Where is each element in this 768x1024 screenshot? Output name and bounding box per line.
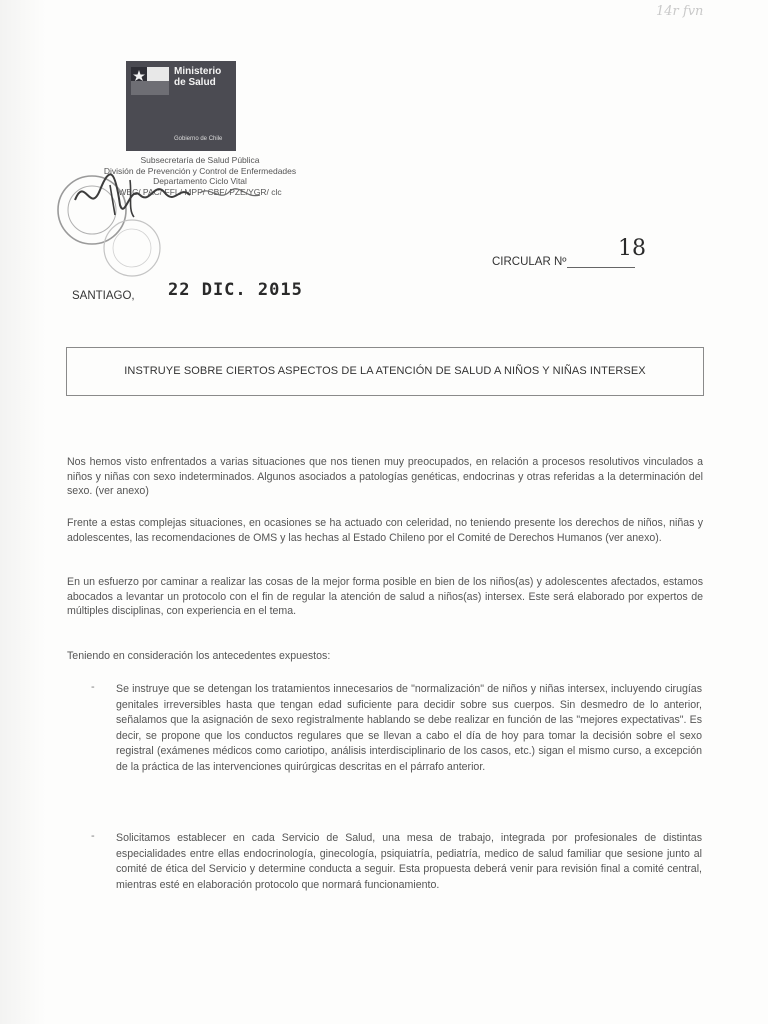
- paragraph: Nos hemos visto enfrentados a varias situaciones que nos tienen muy preocupados, en relación a procesos resolutivos vinculados a niños y niñas con sexo indeterminados. Algunos asociados a patologías genéticas, endocrinas y otras referidas a la determinación del sexo. (ver anexo): [67, 456, 703, 497]
- list-bullet: -: [91, 681, 95, 693]
- subject-box: [66, 347, 704, 396]
- place-label: SANTIAGO,: [72, 290, 135, 302]
- logo-title: Ministerio de Salud: [174, 66, 222, 88]
- paragraph: Teniendo en consideración los antecedentes expuestos:: [67, 650, 331, 662]
- ministerio-logo: [126, 61, 236, 151]
- chile-flag-icon: [131, 67, 169, 95]
- list-item: Se instruye que se detengan los tratamientos innecesarios de "normalización" de niños y niñas intersex, incluyendo cirugías genitales irreversibles hasta que tengan edad suficiente para decidir sobre sus cuerpos. Sin desmedro de lo anterior, señalamos que la asignación de sexo registralmente hablando se debe realizar en función de las "mejores expectativas". Es decir, se propone que los conductos regulares que se llevan a cabo el día de hoy para tomar la decisión sobre el sexo registral (exámenes médicos como cariotipo, análisis interdisciplinario de los casos, etc.) sigan el mismo curso, a excepción de la práctica de las intervenciones quirúrgicas descritas en el párrafo anterior.: [116, 683, 702, 773]
- paragraph: En un esfuerzo por caminar a realizar las cosas de la mejor forma posible en bien de los niños(as) y adolescentes afectados, estamos abocados a levantar un protocolo con el fin de regular la atención de salud a niños(as) intersex. Este será elaborado por expertos de múltiples disciplinas, con experiencia en el tema.: [67, 576, 703, 617]
- logo-footer: Gobierno de Chile: [174, 136, 223, 142]
- list-item: Solicitamos establecer en cada Servicio de Salud, una mesa de trabajo, integrada por profesionales de distintas especialidades entre ellas endocrinología, ginecología, psiquiatría, pediatría, medico de salud familiar que sesione junto al comité de ética del Servicio y determine conducta a seguir. Esta propuesta deberá venir para revisión final a comité central, mientras esté en elaboración protocolo que normará funcionamiento.: [116, 832, 702, 891]
- sender-line: WBC/ PAC/ FFL/ MPP/ CBF/ PZE/YGR/ clc: [118, 186, 282, 197]
- sender-line: Departamento Ciclo Vital: [153, 176, 247, 186]
- circular-label: CIRCULAR Nº: [492, 255, 635, 268]
- scan-edge: [0, 0, 46, 1024]
- sender-line: División de Prevención y Control de Enfermedades: [103, 165, 297, 176]
- handwritten-signature-icon: [70, 165, 290, 225]
- list-bullet: -: [91, 830, 95, 842]
- paragraph: Frente a estas complejas situaciones, en ocasiones se ha actuado con celeridad, no teniendo presente los derechos de niños, niñas y adolescentes, las recomendaciones de OMS y las hechas al Estado Chileno por el Comité de Derechos Humanos (ver anexo).: [67, 517, 703, 544]
- corner-handwritten-note: 14r fvn: [656, 4, 704, 19]
- sender-line: Subsecretaría de Salud Pública: [140, 155, 260, 165]
- circular-number: 18: [618, 236, 646, 261]
- subject-text: INSTRUYE SOBRE CIERTOS ASPECTOS DE LA ATENCIÓN DE SALUD A NIÑOS Y NIÑAS INTERSEX: [124, 365, 646, 377]
- date-stamp: 22 DIC. 2015: [168, 280, 303, 300]
